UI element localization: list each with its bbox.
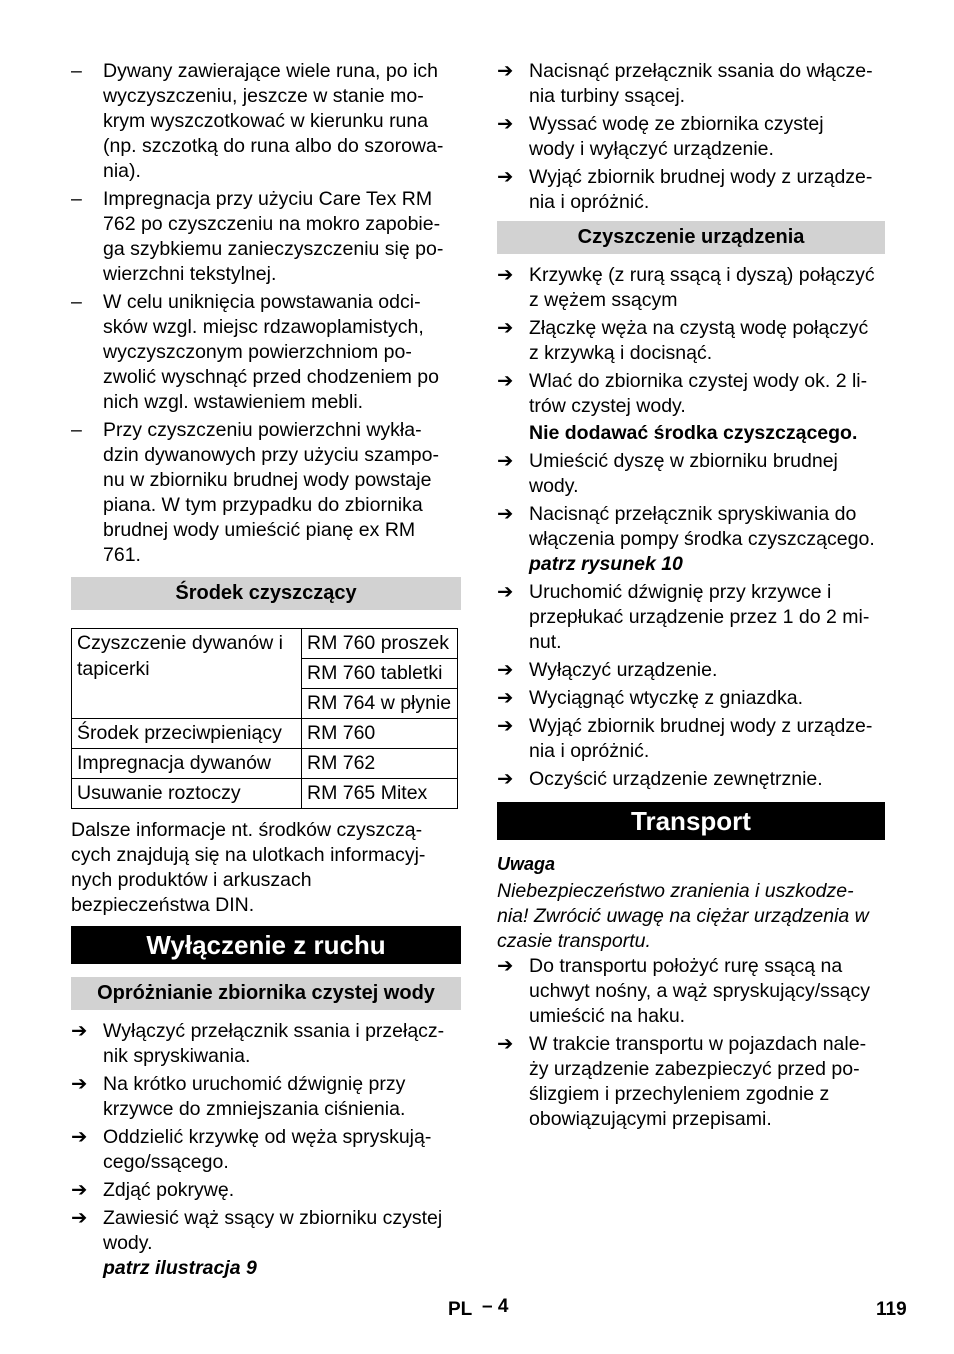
step-item [497,263,885,313]
arrow-right-icon: ➔ [497,113,514,135]
text-line: Oczyścić urządzenie zewnętrznie. [529,768,823,790]
cleaning-agents-heading: Środek czyszczący [71,577,461,610]
table-row [72,749,458,779]
arrow-right-icon: ➔ [497,768,514,790]
text-line: Wyjąć zbiornik brudnej wody z urządze- [529,166,873,188]
text-line: piana. W tym przypadku do zbiornika [103,494,423,516]
text-line: obowiązującymi przepisami. [529,1108,772,1130]
text-line: zwolić wyschnąć przed chodzeniem po [103,366,439,388]
arrow-right-icon: ➔ [497,450,514,472]
text-line: cego/ssącego. [103,1151,229,1173]
no-detergent-note: Nie dodawać środka czyszczącego. [529,422,858,444]
text-line: Umieścić dyszę w zbiorniku brudnej [529,450,838,472]
text-line: ślizgiem i przechyleniem zgodnie z [529,1083,830,1105]
table-cell-product: RM 762 [302,749,458,779]
arrow-right-icon: ➔ [497,955,514,977]
text-line: bezpieczeństwa DIN. [71,894,255,916]
dash-bullet-icon: – [71,188,82,210]
dash-bullet-icon: – [71,291,82,313]
cleaning-steps-b [497,449,885,552]
text-line: Niebezpieczeństwo zranienia i uszkodze- [497,880,854,902]
dash-bullet-icon: – [71,419,82,441]
left-column [71,59,461,1281]
step-item [497,369,885,419]
table-row [72,779,458,809]
text-line: Impregnacja przy użyciu Care Tex RM [103,188,433,210]
arrow-right-icon: ➔ [497,1033,514,1055]
text-line: brudnej wody umieścić pianę ex RM [103,519,416,541]
arrow-right-icon: ➔ [497,715,514,737]
text-line: nia i opróżnić. [529,191,650,213]
figure-reference: patrz ilustracja 9 [103,1257,257,1279]
text-line: 761. [103,544,141,566]
figure-reference: patrz rysunek 10 [529,553,683,575]
step-item [497,580,885,655]
table-cell-label: Usuwanie roztoczy [72,779,302,809]
arrow-right-icon: ➔ [497,659,514,681]
arrow-right-icon: ➔ [497,370,514,392]
top-steps [497,59,885,215]
text-line: umieścić na haku. [529,1005,686,1027]
text-line: nich wzgl. wstawieniem mebli. [103,391,364,413]
text-line: wody. [103,1232,153,1254]
caution-title: Uwaga [497,854,556,874]
text-line: przepłukać urządzenie przez 1 do 2 mi- [529,606,870,628]
step-item [497,165,885,215]
step-item [497,449,885,499]
text-line: Dalsze informacje nt. środków czyszczą- [71,819,423,841]
table-row [72,629,458,659]
step-item [497,714,885,764]
empty-tank-heading: Opróżnianie zbiornika czystej wody [71,977,461,1010]
table-cell-label: Impregnacja dywanów [72,749,302,779]
text-line: nut. [529,631,562,653]
text-line: z krzywką i docisnąć. [529,342,713,364]
text-line: Złączkę węża na czystą wodę połączyć [529,317,869,339]
transport-heading: Transport [497,802,885,840]
text-line: nu w zbiorniku brudnej wody powstaje [103,469,432,491]
right-column [497,59,885,1132]
step-item [497,954,885,1029]
text-line: wody. [529,475,579,497]
cleaning-steps-a [497,263,885,419]
text-line: nia turbiny ssącej. [529,85,686,107]
text-line: uchwyt nośny, a wąż spryskujący/ssący [529,980,871,1002]
cleaning-agents-table [71,628,458,809]
step-item [497,686,885,711]
text-line: Nacisnąć przełącznik spryskiwania do [529,503,857,525]
text-line: wyczyszczeniu, jeszcze w stanie mo- [103,85,424,107]
cleaning-steps-c [497,580,885,792]
step-item [71,1206,461,1256]
footer-language: PL [448,1299,473,1320]
arrow-right-icon: ➔ [71,1126,88,1148]
arrow-right-icon: ➔ [71,1207,88,1229]
text-line: wody i wyłączyć urządzenie. [529,138,774,160]
text-line: czasie transportu. [497,930,651,952]
text-line: Zawiesić wąż ssący w zbiorniku czystej [103,1207,443,1229]
text-line: nia). [103,160,141,182]
table-cell-product: RM 760 tabletki [302,659,458,689]
arrow-right-icon: ➔ [71,1179,88,1201]
text-line: nych produktów i arkuszach [71,869,312,891]
arrow-right-icon: ➔ [497,581,514,603]
step-item [71,1125,461,1175]
step-item [497,1032,885,1132]
step-item [71,1178,461,1203]
text-line: Dywany zawierające wiele runa, po ich [103,60,438,82]
text-line: Nacisnąć przełącznik ssania do włącze- [529,60,873,82]
text-line: Wyjąć zbiornik brudnej wody z urządze- [529,715,873,737]
text-line: sków wzgl. miejsc rdzawoplamistych, [103,316,424,338]
device-cleaning-heading: Czyszczenie urządzenia [497,221,885,254]
arrow-right-icon: ➔ [497,60,514,82]
text-line: Wyciągnąć wtyczkę z gniazdka. [529,687,804,709]
text-line: nia! Zwrócić uwagę na ciężar urządzenia w [497,905,869,927]
text-line: W celu uniknięcia powstawania odci- [103,291,421,313]
text-line: Wyłączyć przełącznik ssania i przełącz- [103,1020,445,1042]
text-line: Uruchomić dźwignię przy krzywce i [529,581,832,603]
text-line: z wężem ssącym [529,289,678,311]
empty-tank-steps [71,1019,461,1256]
step-item [71,1019,461,1069]
text-line: Wyssać wodę ze zbiornika czystej [529,113,824,135]
table-cell-label: Środek przeciwpieniący [72,719,302,749]
transport-steps [497,954,885,1132]
step-item [497,112,885,162]
text-line: (np. szczotką do runa albo do szorowa- [103,135,444,157]
text-line: cych znajdują się na ulotkach informacyj- [71,844,426,866]
text-line: Zdjąć pokrywę. [103,1179,235,1201]
table-cell-product: RM 760 [302,719,458,749]
text-line: Oddzielić krzywkę od węża spryskują- [103,1126,432,1148]
list-item [71,418,461,568]
page-number: 119 [876,1299,907,1320]
step-item [497,59,885,109]
text-line: wierzchni tekstylnej. [103,263,277,285]
shutdown-heading: Wyłączenie z ruchu [71,926,461,964]
further-info-paragraph [71,818,461,918]
text-line: Wlać do zbiornika czystej wody ok. 2 li- [529,370,868,392]
arrow-right-icon: ➔ [497,166,514,188]
table-cell-carpet-label: Czyszczenie dywanów i tapicerki [72,629,302,719]
text-line: W trakcie transportu w pojazdach nale- [529,1033,867,1055]
text-line: Do transportu położyć rurę ssącą na [529,955,843,977]
text-line: nia i opróżnić. [529,740,650,762]
text-line: Wyłączyć urządzenie. [529,659,718,681]
text-line: Na krótko uruchomić dźwignię przy [103,1073,406,1095]
text-line: krzywce do zmniejszania ciśnienia. [103,1098,406,1120]
step-item [497,502,885,552]
text-line: dzin dywanowych przy użyciu szampo- [103,444,439,466]
text-line: włączenia pompy środka czyszczącego. [529,528,875,550]
text-line: wyczyszczonym powierzchniom po- [103,341,412,363]
list-item [71,290,461,415]
text-line: ży urządzenie zabezpieczyć przed po- [529,1058,860,1080]
step-item [497,316,885,366]
text-line: 762 po czyszczeniu na mokro zapobie- [103,213,441,235]
text-line: krym wyszczotkować w kierunku runa [103,110,429,132]
text-line: Przy czyszczeniu powierzchni wykła- [103,419,422,441]
table-cell-product: RM 765 Mitex [302,779,458,809]
step-item [497,767,885,792]
list-item [71,59,461,184]
dash-list [71,59,461,568]
step-item [71,1072,461,1122]
dash-bullet-icon: – [71,60,82,82]
text-line: trów czystej wody. [529,395,686,417]
arrow-right-icon: ➔ [497,503,514,525]
text-line: nik spryskiwania. [103,1045,251,1067]
arrow-right-icon: ➔ [497,687,514,709]
arrow-right-icon: ➔ [497,264,514,286]
table-row [72,719,458,749]
list-item [71,187,461,287]
footer-section: – 4 [482,1296,509,1317]
text-line: ga szybkiemu zanieczyszczeniu się po- [103,238,444,260]
arrow-right-icon: ➔ [71,1020,88,1042]
text-line: Krzywkę (z rurą ssącą i dyszą) połączyć [529,264,875,286]
arrow-right-icon: ➔ [497,317,514,339]
table-cell-product: RM 760 proszek [302,629,458,659]
step-item [497,658,885,683]
table-cell-product: RM 764 w płynie [302,689,458,719]
caution-text [497,879,885,954]
arrow-right-icon: ➔ [71,1073,88,1095]
